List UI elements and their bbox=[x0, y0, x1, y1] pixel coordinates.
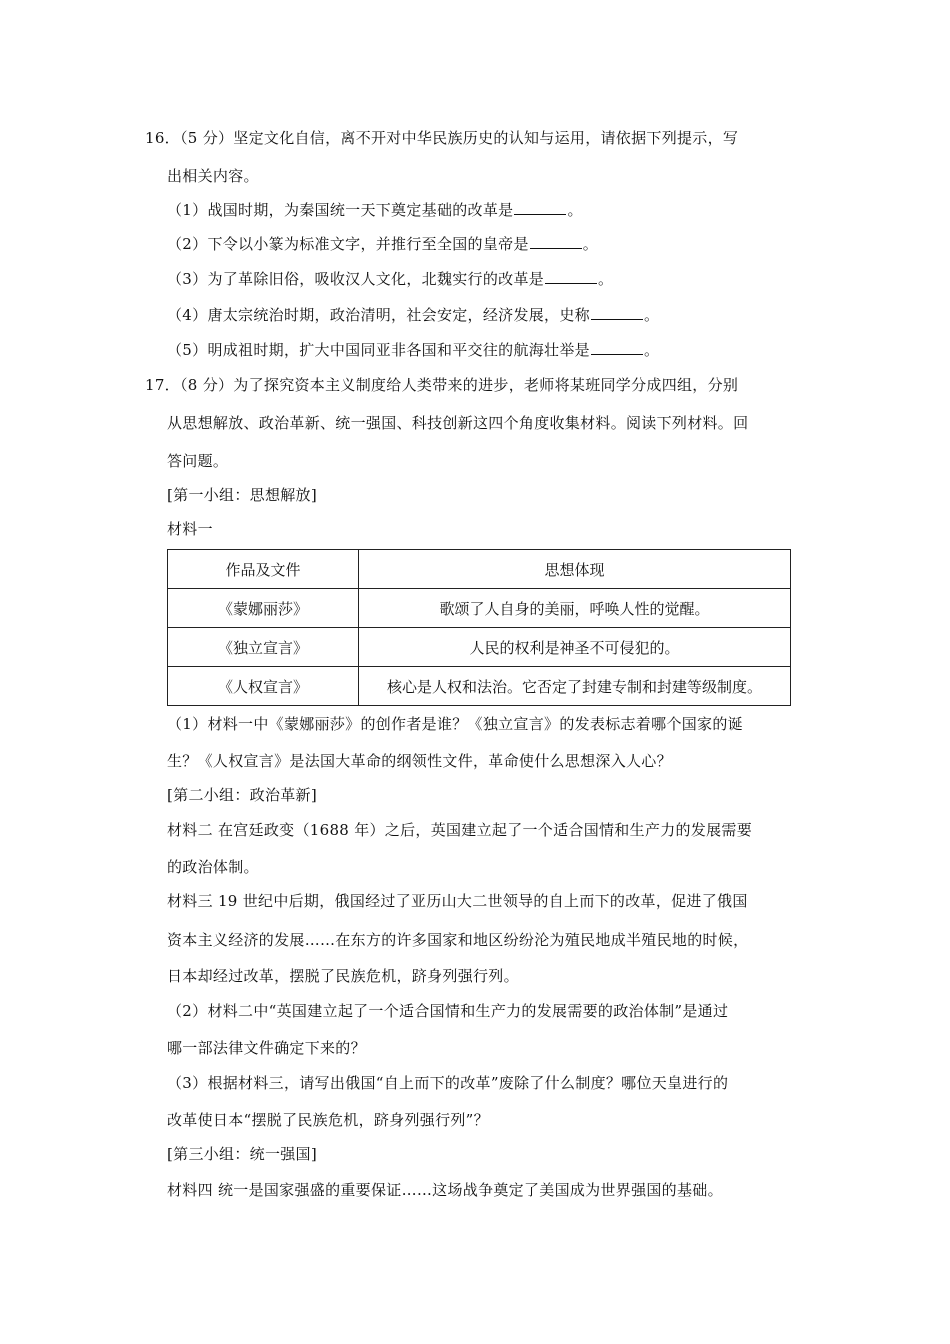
table-header-ideas: 思想体现 bbox=[359, 550, 791, 589]
q16-item-4 bbox=[167, 305, 659, 325]
table-header-row bbox=[168, 550, 791, 589]
material3-line1: 材料三 19 世纪中后期，俄国经过了亚历山大二世领导的自上而下的改革，促进了俄国 bbox=[167, 892, 748, 910]
table-cell: 《独立宣言》 bbox=[168, 628, 359, 667]
material1-label: 材料一 bbox=[167, 520, 213, 538]
q16-item-5 bbox=[167, 340, 659, 360]
sub3-line2: 改革使日本“摆脱了民族危机，跻身列强行列”？ bbox=[167, 1111, 489, 1129]
material2-line1: 材料二 在宫廷政变（1688 年）之后，英国建立起了一个适合国情和生产力的发展需要 bbox=[167, 821, 753, 839]
end-mark: 。 bbox=[643, 341, 660, 359]
q16-item-2-text: （2）下令以小篆为标准文字，并推行至全国的皇帝是 bbox=[167, 235, 529, 253]
material2-line2: 的政治体制。 bbox=[167, 858, 259, 876]
group3-title: [第三小组：统一强国] bbox=[167, 1145, 318, 1163]
material1-table bbox=[167, 549, 791, 706]
table-cell: 人民的权利是神圣不可侵犯的。 bbox=[359, 628, 791, 667]
answer-blank[interactable] bbox=[591, 340, 643, 355]
table-cell: 《蒙娜丽莎》 bbox=[168, 589, 359, 628]
answer-blank[interactable] bbox=[545, 269, 597, 284]
table-row bbox=[168, 667, 791, 706]
table-row bbox=[168, 628, 791, 667]
end-mark: 。 bbox=[582, 235, 599, 253]
table-cell: 《人权宣言》 bbox=[168, 667, 359, 706]
q16-item-5-text: （5）明成祖时期，扩大中国同亚非各国和平交往的航海壮举是 bbox=[167, 341, 590, 359]
sub2-line1: （2）材料二中“英国建立起了一个适合国情和生产力的发展需要的政治体制”是通过 bbox=[167, 1002, 729, 1020]
q16-item-1-text: （1）战国时期，为秦国统一天下奠定基础的改革是 bbox=[167, 201, 514, 219]
group2-title: [第二小组：政治革新] bbox=[167, 786, 318, 804]
q16-item-3-text: （3）为了革除旧俗，吸收汉人文化，北魏实行的改革是 bbox=[167, 270, 545, 288]
sub3-line1: （3）根据材料三，请写出俄国“自上而下的改革”废除了什么制度？哪位天皇进行的 bbox=[167, 1074, 729, 1092]
material3-line2: 资本主义经济的发展……在东方的许多国家和地区纷纷沦为殖民地成半殖民地的时候， bbox=[167, 931, 749, 949]
q16-item-1 bbox=[167, 200, 583, 220]
sub1-line2: 生？《人权宣言》是法国大革命的纲领性文件，革命使什么思想深入人心？ bbox=[167, 752, 672, 770]
table-cell: 歌颂了人自身的美丽，呼唤人性的觉醒。 bbox=[359, 589, 791, 628]
material4-line1: 材料四 统一是国家强盛的重要保证……这场战争奠定了美国成为世界强国的基础。 bbox=[167, 1181, 723, 1199]
q16-item-2 bbox=[167, 234, 598, 254]
end-mark: 。 bbox=[598, 270, 614, 288]
q16-stem-line1: 16．（5 分）坚定文化自信，离不开对中华民族历史的认知与运用，请依据下列提示，写 bbox=[145, 129, 739, 147]
sub2-line2: 哪一部法律文件确定下来的？ bbox=[167, 1039, 366, 1057]
answer-blank[interactable] bbox=[591, 305, 643, 320]
table-row bbox=[168, 589, 791, 628]
answer-blank[interactable] bbox=[514, 200, 566, 215]
material3-line3: 日本却经过改革，摆脱了民族危机，跻身列强行列。 bbox=[167, 967, 519, 985]
table-header-works: 作品及文件 bbox=[168, 550, 359, 589]
answer-blank[interactable] bbox=[530, 234, 582, 249]
group1-title: [第一小组：思想解放] bbox=[167, 486, 318, 504]
end-mark: 。 bbox=[567, 201, 583, 219]
q16-item-4-text: （4）唐太宗统治时期，政治清明，社会安定，经济发展，史称 bbox=[167, 306, 590, 324]
q17-stem-line3: 答问题。 bbox=[167, 452, 229, 470]
sub1-line1: （1）材料一中《蒙娜丽莎》的创作者是谁？《独立宣言》的发表标志着哪个国家的诞 bbox=[167, 715, 743, 733]
q16-stem-line2: 出相关内容。 bbox=[167, 167, 259, 185]
q17-stem-line1: 17．（8 分）为了探究资本主义制度给人类带来的进步，老师将某班同学分成四组，分别 bbox=[145, 376, 739, 394]
end-mark: 。 bbox=[643, 306, 660, 324]
q17-stem-line2: 从思想解放、政治革新、统一强国、科技创新这四个角度收集材料。阅读下列材料。回 bbox=[167, 414, 749, 432]
q16-item-3 bbox=[167, 269, 613, 289]
table-cell: 核心是人权和法治。它否定了封建专制和封建等级制度。 bbox=[359, 667, 791, 706]
